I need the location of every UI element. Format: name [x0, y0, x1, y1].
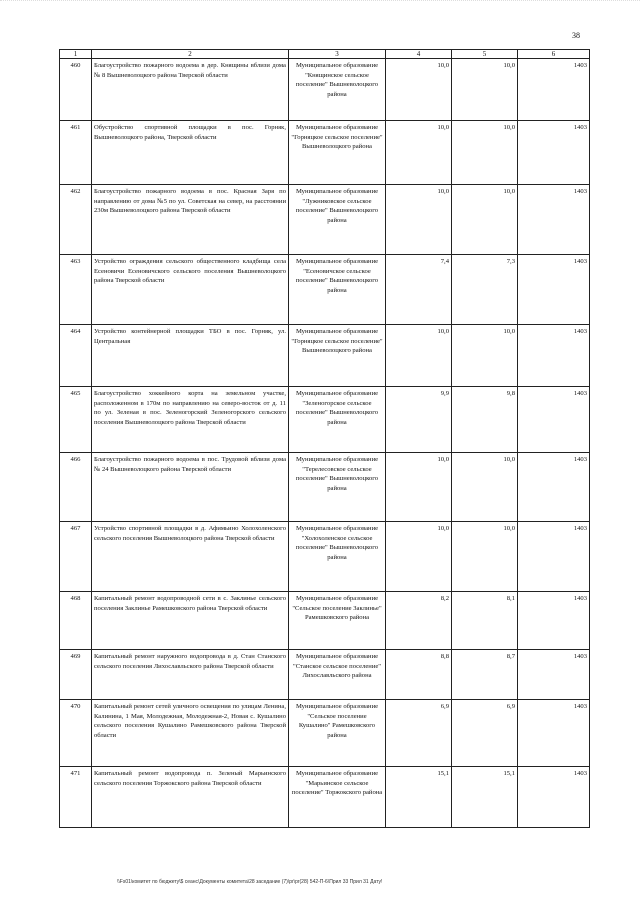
table-row — [60, 700, 590, 767]
row-municipality: Муниципальное образование "Есеновичское сельское поселение" Вышневолоцкого района — [289, 255, 386, 325]
row-value-4: 9,9 — [386, 387, 452, 453]
row-value-5: 7,3 — [452, 255, 518, 325]
row-municipality: Муниципальное образование "Горняцкое сельское поселение" Вышневолоцкого района — [289, 121, 386, 185]
row-code: 1403 — [518, 767, 590, 828]
row-code: 1403 — [518, 522, 590, 592]
row-value-5: 10,0 — [452, 59, 518, 121]
row-value-5: 8,1 — [452, 592, 518, 650]
row-municipality: Муниципальное образование "Марьинское сельское поселение" Торжокского района — [289, 767, 386, 828]
row-description: Благоустройство пожарного водоема в пос. Красная Заря по направлению от дома №5 по ул. Советская на север, на расстоянии 230м Вышневолоцкого района Тверской области — [92, 185, 289, 255]
table-row — [60, 255, 590, 325]
row-value-4: 10,0 — [386, 522, 452, 592]
row-number: 469 — [60, 650, 92, 700]
allocation-table — [59, 49, 590, 828]
row-code: 1403 — [518, 387, 590, 453]
row-number: 470 — [60, 700, 92, 767]
row-code: 1403 — [518, 592, 590, 650]
row-value-4: 8,8 — [386, 650, 452, 700]
table-row — [60, 325, 590, 387]
header-cell-2: 2 — [92, 50, 289, 59]
table-row — [60, 185, 590, 255]
row-value-4: 10,0 — [386, 121, 452, 185]
table-row — [60, 592, 590, 650]
row-municipality: Муниципальное образование "Горняцкое сельское поселение" Вышневолоцкого района — [289, 325, 386, 387]
row-number: 466 — [60, 453, 92, 522]
row-value-5: 15,1 — [452, 767, 518, 828]
row-code: 1403 — [518, 59, 590, 121]
row-municipality: Муниципальное образование "Станское сельское поселение" Лихославльского района — [289, 650, 386, 700]
table-row — [60, 121, 590, 185]
row-code: 1403 — [518, 121, 590, 185]
row-value-5: 10,0 — [452, 185, 518, 255]
table-row — [60, 767, 590, 828]
row-description: Устройство ограждения сельского общественного кладбища села Есеновичи Есеновичского сельского поселения Вышневолоцкого района Тверской области — [92, 255, 289, 325]
table-row — [60, 387, 590, 453]
row-number: 462 — [60, 185, 92, 255]
row-value-5: 10,0 — [452, 453, 518, 522]
row-description: Благоустройство пожарного водоема в дер. Княщины вблизи дома № 8 Вышневолоцкого района Тверской области — [92, 59, 289, 121]
row-number: 467 — [60, 522, 92, 592]
row-code: 1403 — [518, 185, 590, 255]
header-cell-4: 4 — [386, 50, 452, 59]
row-municipality: Муниципальное образование "Холохоленское сельское поселение" Вышневолоцкого района — [289, 522, 386, 592]
table-header-row — [60, 50, 590, 59]
row-municipality: Муниципальное образование "Сельское поселение Заклинье" Рамешковского района — [289, 592, 386, 650]
row-value-5: 9,8 — [452, 387, 518, 453]
header-cell-1: 1 — [60, 50, 92, 59]
row-value-5: 8,7 — [452, 650, 518, 700]
row-number: 463 — [60, 255, 92, 325]
header-cell-6: 6 — [518, 50, 590, 59]
table-row — [60, 453, 590, 522]
table-row — [60, 650, 590, 700]
row-value-4: 10,0 — [386, 453, 452, 522]
row-value-4: 7,4 — [386, 255, 452, 325]
row-municipality: Муниципальное образование "Терелесовское сельское поселение" Вышневолоцкого района — [289, 453, 386, 522]
row-value-4: 8,2 — [386, 592, 452, 650]
row-value-5: 10,0 — [452, 121, 518, 185]
row-value-4: 10,0 — [386, 325, 452, 387]
table-row — [60, 522, 590, 592]
row-code: 1403 — [518, 453, 590, 522]
row-number: 468 — [60, 592, 92, 650]
row-description: Капитальный ремонт водопровода п. Зеленый Марьинского сельского поселения Торжокского района Тверской области — [92, 767, 289, 828]
row-municipality: Муниципальное образование "Княщинское сельское поселение" Вышневолоцкого района — [289, 59, 386, 121]
row-code: 1403 — [518, 700, 590, 767]
row-description: Капитальный ремонт наружного водопровода в д. Стан Станского сельского поселения Лихославльского района Тверской области — [92, 650, 289, 700]
row-municipality: Муниципальное образование "Лужниковское сельское поселение" Вышневолоцкого района — [289, 185, 386, 255]
scan-noise-top — [0, 0, 640, 9]
row-number: 471 — [60, 767, 92, 828]
row-value-5: 6,9 — [452, 700, 518, 767]
page-number: 38 — [572, 31, 580, 40]
file-path-footer: \\Fs01\комитет по бюджету\$ сеанс\Документы комитета\28 заседание (7)\pr\pr(28) 542-П-6\Прил 33 Прил 31 Дату! — [117, 879, 383, 885]
row-description: Устройство контейнерной площадки ТБО в пос. Горняк, ул. Центральная — [92, 325, 289, 387]
row-description: Обустройство спортивной площадки в пос. Горняк, Вышневолоцкого района, Тверской области — [92, 121, 289, 185]
row-value-4: 6,9 — [386, 700, 452, 767]
row-value-4: 15,1 — [386, 767, 452, 828]
row-value-4: 10,0 — [386, 185, 452, 255]
row-value-5: 10,0 — [452, 325, 518, 387]
header-cell-5: 5 — [452, 50, 518, 59]
row-description: Благоустройство пожарного водоема в пос. Трудовой вблизи дома № 24 Вышневолоцкого района Тверской области — [92, 453, 289, 522]
row-code: 1403 — [518, 650, 590, 700]
header-cell-3: 3 — [289, 50, 386, 59]
row-municipality: Муниципальное образование "Сельское поселение Кушалино" Рамешковского района — [289, 700, 386, 767]
row-value-5: 10,0 — [452, 522, 518, 592]
row-code: 1403 — [518, 325, 590, 387]
row-number: 460 — [60, 59, 92, 121]
row-description: Капитальный ремонт водопроводной сети в с. Заклинье сельского поселения Заклинье Рамешковского района Тверской области — [92, 592, 289, 650]
row-description: Устройство спортивной площадки в д. Афимьино Холохоленского сельского поселения Вышневолоцкого района Тверской области — [92, 522, 289, 592]
table-row — [60, 59, 590, 121]
row-number: 465 — [60, 387, 92, 453]
row-number: 464 — [60, 325, 92, 387]
row-value-4: 10,0 — [386, 59, 452, 121]
row-code: 1403 — [518, 255, 590, 325]
row-municipality: Муниципальное образование "Зеленогорское сельское поселение" Вышневолоцкого района — [289, 387, 386, 453]
row-number: 461 — [60, 121, 92, 185]
row-description: Капитальный ремонт сетей уличного освещения по улицам Ленина, Калинина, 1 Мая, Молодежная, Молодежная-2, Новая с. Кушалино сельского поселения Кушалино Рамешковского района Тверской области — [92, 700, 289, 767]
row-description: Благоустройство хоккейного корта на земельном участке, расположенном в 170м по направлению на северо-восток от д. 11 по ул. Зеленая в пос. Зеленогорский Зеленогорского сельского поселения Вышневолоцкого района Тверской области — [92, 387, 289, 453]
